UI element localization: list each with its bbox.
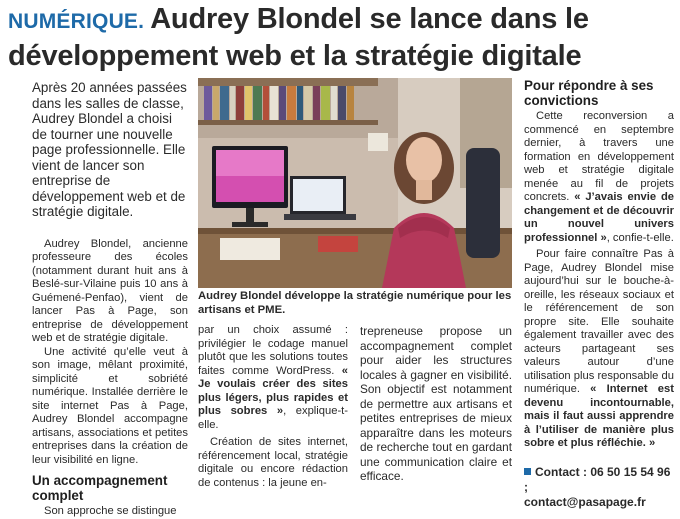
column-4 [524, 78, 674, 510]
paragraph [524, 248, 674, 451]
column-1 [32, 80, 188, 519]
paragraph: Audrey Blondel, ancienne professeure des écoles (notamment durant huit ans à Beslé-sur-Vilaine puis 10 ans à Guémené-Penfao), vient de lancer Pas à Page, son entreprise de développement web et de stratégie digitale. [32, 237, 188, 344]
paragraph: Création de sites internet, référencement local, stratégie digitale ou encore rédaction de contenus : la jeune en- [198, 436, 348, 489]
paragraph: trepreneuse propose un accompagnement complet pour aider les structures locales à gagner en visibilité. Son objectif est notamment de permettre aux artisans et petites entreprises de mieux apparaître dans les moteurs de recherche tout en gardant une communication claire et efficace. [360, 324, 512, 483]
paragraph [524, 110, 674, 245]
headline-title: Audrey Blondel se lance dans le développement web et la stratégie digitale [8, 3, 589, 72]
quote: « Je voulais créer des sites plus légers, plus rapides et plus sobres » [198, 364, 348, 417]
contact-phone-line [524, 465, 674, 495]
contact-phone: Contact : 06 50 15 54 96 ; [524, 464, 671, 494]
paragraph-text: par un choix assumé : privilégier le codage manuel plutôt que les solutions toutes faites comme WordPress. [198, 324, 348, 377]
section-kicker: NUMÉRIQUE. [8, 10, 145, 33]
subhead: Pour répondre à ses convictions [524, 78, 654, 108]
headline [8, 2, 676, 73]
photo-illustration [198, 78, 512, 288]
paragraph-text: , confie-t-elle. [606, 231, 674, 244]
paragraph [198, 324, 348, 432]
subhead: Un accompagnement complet [32, 473, 168, 503]
paragraph-text: Cette reconversion a commencé en septembre dernier, à travers une formation en développement web et stratégie digitale menée au fil de projets concrets. [524, 110, 674, 203]
column-2 [198, 324, 348, 490]
paragraph-text: Pour faire connaître Pas à Page, Audrey Blondel mise aujourd’hui sur le bouche-à-oreille, les réseaux sociaux et le référencement de son propre site. Elle souhaite également travailler avec des acteurs partageant ses valeurs autour d’une utilisation plus responsable du numérique. [524, 248, 674, 395]
quote: « J’avais envie de changement et de découvrir un nouvel univers professionnel » [524, 191, 675, 244]
bullet-square-icon [524, 468, 531, 475]
paragraph: Son approche se distingue [44, 505, 177, 517]
quote: « Internet est devenu incontournable, mais il faut aussi apprendre à l’utiliser de manière plus sobre et plus réfléchie. » [524, 383, 674, 449]
article-lede: Après 20 années passées dans les salles de classe, Audrey Blondel a choisi de tourner une nouvelle page professionnelle. Elle vient de lancer son entreprise de développement web et de stratégie digitale. [32, 80, 187, 219]
contact-block [524, 465, 674, 510]
paragraph-text: , explique-t-elle. [198, 405, 349, 431]
contact-email[interactable]: contact@pasapage.fr [524, 494, 646, 509]
photo-caption: Audrey Blondel développe la stratégie numérique pour les artisans et PME. [198, 290, 512, 316]
paragraph: Une activité qu’elle veut à son image, mêlant proximité, simplicité et sobriété numérique. Installée derrière le site internet Pas à Page, Audrey Blondel accompagne artisans, associations et petites entreprises dans la création de leur visibilité en ligne. [32, 345, 188, 466]
article-photo [198, 78, 512, 288]
column-3 [360, 324, 512, 484]
